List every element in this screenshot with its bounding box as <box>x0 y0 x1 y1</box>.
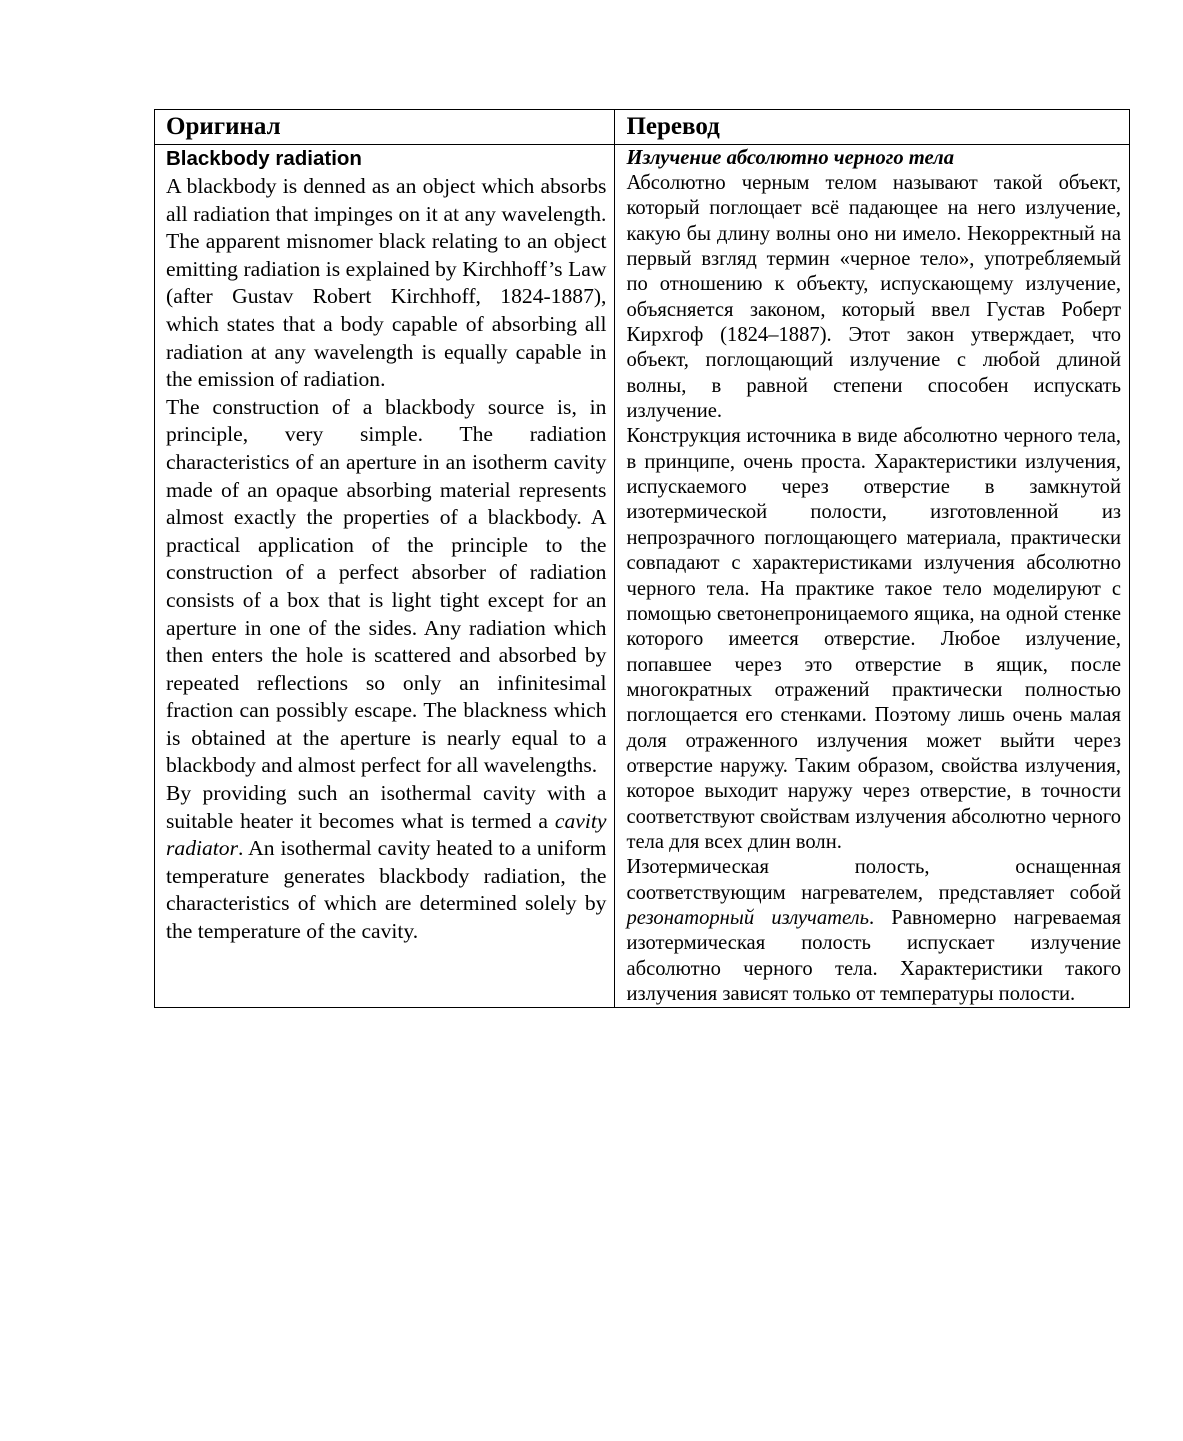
translation-cell <box>615 145 1130 1008</box>
original-p3-term: cavity radiator <box>166 808 607 861</box>
original-title: Blackbody radiation <box>166 147 362 170</box>
original-paragraph-3 <box>166 780 606 946</box>
translation-p3-end: . Равномерно нагреваемая изотермическая полость испускает излучение абсолютно черного тела. Характеристики такого излучения зависят только от температуры полости. <box>626 906 1121 1005</box>
translation-p3-term: резонаторный излучатель <box>626 906 870 929</box>
original-p3-start: By providing such an isothermal cavity with a suitable heater it becomes what is termed a <box>166 781 607 833</box>
translation-paragraph-3 <box>626 855 1121 1007</box>
translation-p3-start: Изотермическая полость, оснащенная соответствующим нагревателем, представляет собой <box>626 856 1121 904</box>
translation-table <box>154 109 1130 1008</box>
original-cell <box>155 145 615 1008</box>
original-paragraph-1: A blackbody is denned as an object which absorbs all radiation that impinges on it at any wavelength. The apparent misnomer black relating to an object emitting radiation is explained by Kirchhoff’s Law (after Gustav Robert Kirchhoff, 1824-1887), which states that a body capable of absorbing all radiation at any wavelength is equally capable in the emission of radiation. <box>166 174 607 392</box>
header-original: Оригинал <box>155 110 615 145</box>
translation-paragraph-1: Абсолютно черным телом называют такой объект, который поглощает всё падающее на него излучение, какую бы длину волны оно ни имело. Некорректный на первый взгляд термин «черное тело», употребляемый по отношению к объекту, испускающему излучение, объясняется законом, который ввел Густав Роберт Кирхгоф (1824–1887). Этот закон утверждает, что объект, поглощающий излучение с любой длиной волны, в равной степени способен испускать излучение. <box>626 172 1121 423</box>
original-p3-end: . An isothermal cavity heated to a uniform temperature generates blackbody radiation, the characteristics of which are determined solely by the temperature of the cavity. <box>166 836 607 944</box>
translation-title: Излучение абсолютно черного тела <box>626 147 955 169</box>
translation-paragraph-2: Конструкция источника в виде абсолютно черного тела, в принципе, очень проста. Характеристики излучения, испускаемого через отверстие в замкнутой изотермической полости, изготовленной из непрозрачного поглощающего материала, практически совпадают с характеристиками излучения абсолютно черного тела. На практике такое тело моделируют с помощью светонепроницаемого ящика, на одной стенке которого имеется отверстие. Любое излучение, попавшее через это отверстие в ящик, после многократных отражений практически полностью поглощается его стенками. Поэтому лишь очень малая доля отраженного излучения может выйти через отверстие наружу. Таким образом, свойства излучения, которое выходит наружу через отверстие, в точности соответствуют свойствам излучения абсолютно черного тела для всех длин волн. <box>626 425 1121 853</box>
content-row <box>155 145 1130 1008</box>
header-row <box>155 110 1130 145</box>
header-translation: Перевод <box>615 110 1130 145</box>
original-paragraph-2: The construction of a blackbody source is, in principle, very simple. The radiation characteristics of an aperture in an isotherm cavity made of an opaque absorbing material represents almost exactly the properties of a blackbody. A practical application of the principle to the construction of a perfect absorber of radiation consists of a box that is light tight except for an aperture in one of the sides. Any radiation which then enters the hole is scattered and absorbed by repeated reflections so only an infinitesimal fraction can possibly escape. The blackness which is obtained at the aperture is nearly equal to a blackbody and almost perfect for all wavelengths. <box>166 394 607 778</box>
